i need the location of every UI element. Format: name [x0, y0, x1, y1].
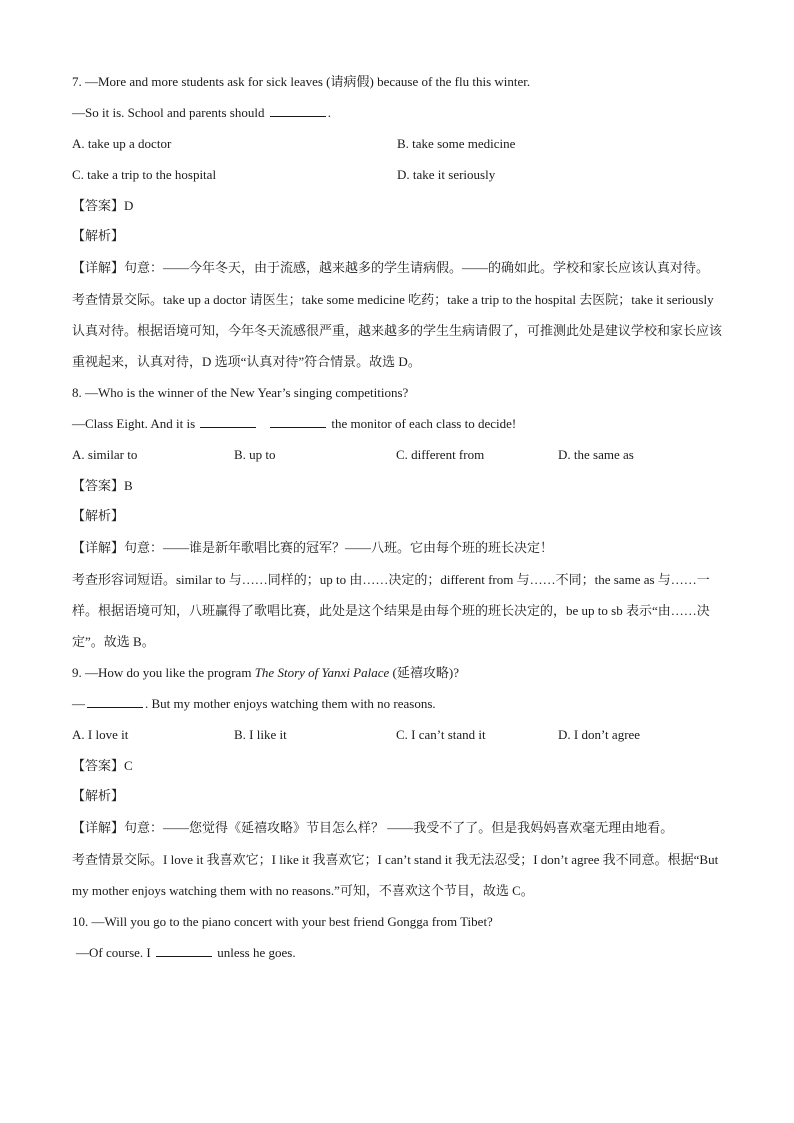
answer-blank	[200, 416, 256, 428]
q7-option-b: B. take some medicine	[397, 136, 516, 151]
answer-blank	[156, 945, 212, 957]
q9-answer: 【答案】C	[72, 758, 133, 774]
q9-options	[72, 719, 722, 750]
q7-option-c: C. take a trip to the hospital	[72, 167, 217, 182]
q10-stem-line2: —Of course. I unless he goes.	[76, 945, 296, 960]
document-page	[72, 66, 722, 968]
q7-option-a: A. take up a doctor	[72, 136, 172, 151]
q8-stem-line2: —Class Eight. And it is the monitor of each class to decide!	[72, 416, 517, 431]
q8-explanation: 考查形容词短语。similar to 与……同样的；up to 由……决定的；different from 与……不同；the same as 与……一样。根据语境可知，八班赢得了歌唱比赛，此处是这个结果是由每个班的班长决定的，be up to sb 表示“由……决定”。故选 B。	[72, 572, 710, 649]
q7-stem-line1: 7. —More and more students ask for sick leaves (请病假) because of the flu this winter.	[72, 74, 531, 89]
q8-analysis-heading: 【解析】	[72, 509, 125, 524]
q9-stem-line1: 9. —How do you like the program The Story of Yanxi Palace (延禧攻略)?	[72, 665, 459, 680]
q7-detail: 【详解】句意：——今年冬天，由于流感，越来越多的学生请病假。——的确如此。学校和家长应该认真对待。	[72, 260, 710, 276]
q9-analysis-heading: 【解析】	[72, 789, 125, 804]
q8-detail: 【详解】句意：——谁是新年歌唱比赛的冠军？——八班。它由每个班的班长决定！	[72, 540, 554, 556]
q9-option-d: D. I don’t agree	[558, 727, 641, 742]
q7-options-row2	[72, 159, 722, 190]
q9-stem-line2: — . But my mother enjoys watching them with no reasons.	[72, 696, 436, 711]
q8-stem-line1: 8. —Who is the winner of the New Year’s singing competitions?	[72, 385, 409, 400]
q8-option-c: C. different from	[396, 447, 485, 462]
program-title: The Story of Yanxi Palace	[254, 665, 390, 680]
q7-options-row1	[72, 128, 722, 159]
q7-stem-line2: —So it is. School and parents should .	[72, 105, 331, 120]
q10-stem-line1: 10. —Will you go to the piano concert with your best friend Gongga from Tibet?	[72, 914, 493, 929]
q8-options	[72, 439, 722, 470]
answer-blank	[270, 105, 326, 117]
q9-option-c: C. I can’t stand it	[396, 727, 486, 742]
q7-option-d: D. take it seriously	[397, 167, 496, 182]
q9-option-b: B. I like it	[234, 727, 287, 742]
q7-explanation: 考查情景交际。take up a doctor 请医生；take some medicine 吃药；take a trip to the hospital 去医院；take it seriously 认真对待。根据语境可知，今年冬天流感很严重，越来越多的学生生病请假了，可推测此处是建议学校和家长应该重视起来，认真对待，D 选项“认真对待”符合情景。故选 D。	[72, 292, 723, 369]
answer-blank	[270, 416, 326, 428]
answer-blank	[87, 696, 143, 708]
q9-explanation: 考查情景交际。I love it 我喜欢它；I like it 我喜欢它；I can’t stand it 我无法忍受；I don’t agree 我不同意。根据“But my mother enjoys watching them with no reasons.”可知，不喜欢这个节目，故选 C。	[72, 852, 719, 898]
q8-option-d: D. the same as	[558, 447, 634, 462]
q8-answer: 【答案】B	[72, 478, 133, 494]
q8-option-a: A. similar to	[72, 447, 138, 462]
q9-option-a: A. I love it	[72, 727, 129, 742]
q7-analysis-heading: 【解析】	[72, 229, 125, 244]
q9-detail: 【详解】句意：——您觉得《延禧攻略》节目怎么样？ ——我受不了了。但是我妈妈喜欢毫无理由地看。	[72, 820, 674, 836]
q7-answer: 【答案】D	[72, 198, 134, 214]
q8-option-b: B. up to	[234, 447, 276, 462]
